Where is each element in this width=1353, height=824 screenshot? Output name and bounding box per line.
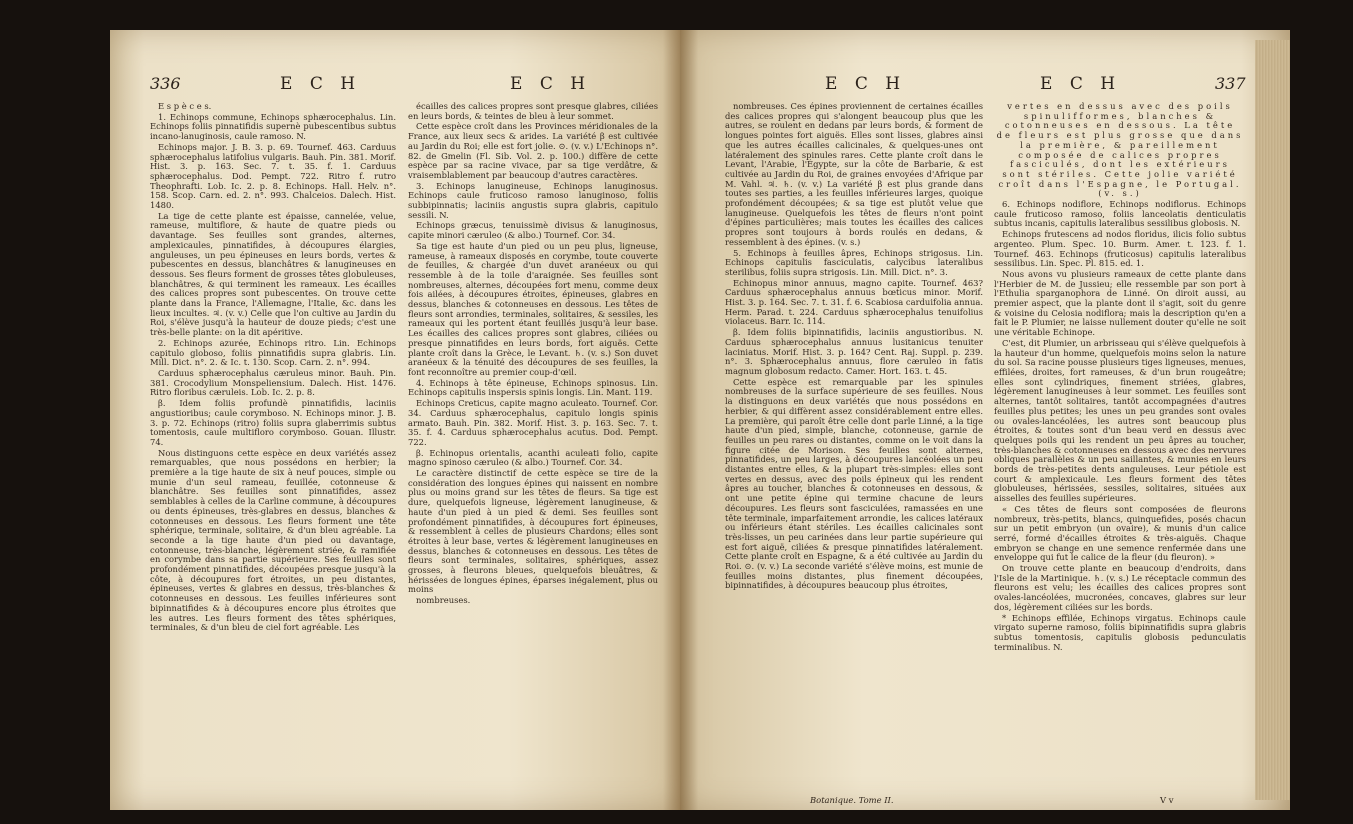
text-column <box>994 102 1246 792</box>
paragraph: β. Idem foliis profundè pinnatifidis, laciniis angustioribus; caule corymboso. N. Echinops minor. J. B. 3. p. 72. Echinops (ritro) foliis supra glaberrimis subtus tomentosis, caule multifloro corymboso. Gouan. Illustr. 74. <box>150 398 396 447</box>
page-edges <box>1255 40 1290 800</box>
paragraph: 2. Echinops azurée, Echinops ritro. Lin. Echinops capitulo globoso, foliis pinnatifidis supra glabris. Lin. Mill. Dict. n°. 2. & Ic. t. 130. Scop. Carn. 2. n°. 994. <box>150 337 396 368</box>
paragraph: vertes en dessus avec des poils spinulifformes, blanches & cotonneuses en dessous. La tête de fleurs est plus grosse que dans la première, & pareillement composée de calices propres fasciculés, dont les extérieurs sont stériles. Cette jolie variété croît dans l'Espagne, le Portugal. (v. s.) <box>996 102 1244 199</box>
running-header: E C H <box>1040 74 1122 94</box>
paragraph: Cette espèce est remarquable par les spinules nombreuses de la surface supérieure de ses feuilles. Nous la distinguons en deux variétés que nous possédons en herbier, & qui diffèrent assez considérablement entre elles. La première, qui paroît être celle dont parle Linné, a la tige haute d'un pied, simple, blanche, cotonneuse, garnie de feuilles un peu rares ou distantes, comme on le voit dans la figure citée de Morison. Ses feuilles sont alternes, pinnatifides, un peu larges, à découpures lancéolées un peu distantes entre elles, & la plupart très-simples: elles sont vertes en dessus, avec des poils épineux qui les rendent âpres au toucher, blanches & cotonneuses en dessous, & ont une petite épine qui termine chacune de leurs découpures. Les fleurs sont fasciculées, ramassées en une tête terminale, imparfaitement arrondie, les calices latéraux ou inférieurs étant stériles. Les écailles calicinales sont très-lisses, un peu carinées dans leur partie supérieure qui est fort aiguë, ciliées & presque pinnatifides latéralement. Cette plante croît en Espagne, & a été cultivée au Jardin du Roi. ⊙. (v. v.) La seconde variété s'élève moins, est munie de feuilles moins distantes, plus finement découpées, bipinnatifides, à découpures beaucoup plus étroites, <box>725 376 983 591</box>
running-header: E C H <box>510 74 592 94</box>
paragraph: Carduus sphærocephalus cæruleus minor. Bauh. Pin. 381. Crocodylium Monspeliensium. Dalech. Hist. 1476. Ritro floribus cæruleis. Lob. Ic. 2. p. 8. <box>150 367 396 398</box>
paragraph: nombreuses. Ces épines proviennent de certaines écailles des calices propres qui s'alongent beaucoup plus que les autres, se roulent en dedans par leurs bords, & forment de longues pointes fort aiguës. Elles sont lisses, glabres ainsi que les autres écailles calicinales, & quelques-unes ont latéralement des spinules rares. Cette plante croît dans le Levant, l'Arabie, l'Égypte, sur la côte de Barbarie, & est cultivée au Jardin du Roi, de graines envoyées d'Afrique par M. Vahl. ♃. ♄. (v. v.) La variété β est plus grande dans toutes ses parties, a les feuilles inférieures larges, quoique profondément découpées; & sa tige est plutôt velue que lanugineuse. Quelquefois les têtes de fleurs n'ont point d'épines particulières; mais toutes les écailles des calices propres sont toujours à bords roulés en dedans, & ressemblent à des épines. (v. s.) <box>725 102 983 247</box>
paragraph: écailles des calices propres sont presque glabres, ciliées en leurs bords, & teintes de bleu à leur sommet. <box>408 102 658 121</box>
right-page <box>680 30 1290 810</box>
paragraph: Echinopus minor annuus, magno capite. Tournef. 463? Carduus sphærocephalus annuus bœticus minor. Morif. Hist. 3. p. 164. Sec. 7. t. 31. f. 6. Scabiosa carduifolia annua. Herm. Parad. t. 224. Carduus sphærocephalus tenuifolius violaceus. Barr. Ic. 114. <box>725 277 983 327</box>
text-column <box>725 102 983 792</box>
paragraph: β. Echinopus orientalis, acanthi aculeati folio, capite magno spinoso cæruleo (& albo.) Tournef. Cor. 34. <box>408 447 658 468</box>
text-column <box>408 102 658 802</box>
signature-mark: V v <box>1160 795 1174 805</box>
running-header: E C H <box>825 74 907 94</box>
paragraph: 3. Echinops lanugineuse, Echinops lanuginosus. Echinops caule fruticoso ramoso lanuginoso, foliis subbipinnatis; laciniis angustis supra glabris, capitulo sessili. N. <box>408 180 658 220</box>
paragraph: « Ces têtes de fleurs sont composées de fleurons nombreux, très-petits, blancs, quinquefides, posés chacun sur un petit embryon (un ovaire), & munis d'un calice serré, formé d'écailles étroites & très-aiguës. Chaque embryon se change en une semence renfermée dans une enveloppe qui fut le calice de la fleur (du fleuron). » <box>994 503 1246 563</box>
paragraph: 5. Echinops à feuilles âpres, Echinops strigosus. Lin. Echinops capitulis fasciculatis, calycibus lateralibus sterilibus, foliis supra strigosis. Lin. Mill. Dict. n°. 3. <box>725 247 983 277</box>
paragraph: On trouve cette plante en beaucoup d'endroits, dans l'Isle de la Martinique. ♄. (v. s.) Le réceptacle commun des fleurons est velu; les écailles des calices propres sont ovales-lancéolées, mucronées, concaves, glabres sur leur dos, légèrement ciliées sur les bords. <box>994 563 1246 612</box>
paragraph: C'est, dit Plumier, un arbrisseau qui s'élève quelquefois à la hauteur d'un homme, quelquefois moins selon la nature du sol. Sa racine pousse plusieurs tiges ligneuses, menues, effilées, droites, fort rameuses, & d'un brun rougeâtre; elles sont cylindriques, finement striées, glabres, légèrement lanugineuses à leur sommet. Les feuilles sont alternes, tantôt solitaires, tantôt accompagnées d'autres feuilles plus petites; les unes un peu grandes sont ovales ou ovales-lancéolées, les autres sont beaucoup plus étroites, & toutes sont d'un beau verd en dessus avec quelques poils qui les rendent un peu âpres au toucher, très-blanches & cotonneuses en dessous avec des nervures obliques parallèles & un peu saillantes, & munies en leurs bords de très-petites dents anguleuses. Leur pétiole est court & amplexicaule. Les fleurs forment des têtes globuleuses, hérissées, sessiles, solitaires, situées aux aisselles des feuilles supérieures. <box>994 337 1246 504</box>
paragraph: Echinops Creticus, capite magno aculeato. Tournef. Cor. 34. Carduus sphærocephalus, capitulo longis spinis armato. Bauh. Pin. 382. Morif. Hist. 3. p. 163. Sec. 7. t. 35. f. 4. Carduus sphærocephalus acutus. Dod. Pempt. 722. <box>408 398 658 447</box>
paragraph: 4. Echinops à tête épineuse, Echinops spinosus. Lin. Echinops capitulis inspersis spinis longis. Lin. Mant. 119. <box>408 377 658 398</box>
page-number: 337 <box>1215 74 1246 93</box>
paragraph: La tige de cette plante est épaisse, cannelée, velue, rameuse, multiflore, & haute de quatre pieds ou davantage. Ses feuilles sont grandes, alternes, amplexicaules, pinnatifides, à découpures élargies, anguleuses, un peu épineuses en leurs bords, vertes & pubescentes en dessus, blanchâtres & lanugineuses en dessous. Ses fleurs forment de grosses têtes globuleuses, blanchâtres, & qui terminent les rameaux. Les écailles des calices propres sont pubescentes. On trouve cette plante dans la France, l'Allemagne, l'Italie, &c. dans les lieux incultes. ♃. (v. v.) Celle que l'on cultive au Jardin du Roi, s'élève jusqu'à la hauteur de douze pieds; c'est une très-belle plante: on la dit apéritive. <box>150 210 396 338</box>
open-book <box>110 30 1325 810</box>
paragraph: 1. Echinops commune, Echinops sphærocephalus. Lin. Echinops foliis pinnatifidis supernè pubescentibus subtus incano-lanuginosis, caule ramoso. N. <box>150 111 396 142</box>
paragraph: Nous avons vu plusieurs rameaux de cette plante dans l'Herbier de M. de Jussieu; elle ressemble par son port à l'Ethulia sparganophora de Linné. On diroit aussi, au premier aspect, que la plante dont il s'agit, soit du genre & voisine du Celosia nodiflora; mais la description qu'en a fait le P. Plumier, ne laisse nullement douter qu'elle ne soit une véritable Echinope. <box>994 268 1246 338</box>
paragraph: Le caractère distinctif de cette espèce se tire de la considération des longues épines qui naissent en nombre plus ou moins grand sur les têtes de fleurs. Sa tige est dure, quelquefois ligneuse, légèrement lanugineuse, & haute d'un pied à un pied & demi. Ses feuilles sont profondément pinnatifides, à découpures fort épineuses, & ressemblent à celles de plusieurs Chardons; elles sont étroites à leur base, vertes & légèrement lanugineuses en dessus, blanches & cotonneuses en dessous. Les têtes de fleurs sont terminales, solitaires, sphériques, assez grosses, à fleurons bleues, quelquefois bleuâtres, & hérissées de longues épines, éparses inégalement, plus ou moins <box>408 468 658 595</box>
page-number: 336 <box>150 74 181 93</box>
text-column <box>150 102 396 802</box>
paragraph: * Echinops effilée, Echinops virgatus. Echinops caule virgato superne ramoso, foliis bipinnatifidis supra glabris subtus tomentosis, capitulis globosis pedunculatis terminalibus. N. <box>994 612 1246 652</box>
paragraph: Echinops major. J. B. 3. p. 69. Tournef. 463. Carduus sphærocephalus latifolius vulgaris. Bauh. Pin. 381. Morif. Hist. 3. p. 163. Sec. 7. t. 35. f. 1. Carduus sphærocephalus. Dod. Pempt. 722. Ritro f. rutro Theophrafti. Lob. Ic. 2. p. 8. Echinops. Hall. Helv. n°. 158. Scop. Carn. ed. 2. n°. 993. Chalceios. Dalech. Hist. 1480. <box>150 141 396 211</box>
paragraph: 6. Echinops nodiflore, Echinops nodiflorus. Echinops caule fruticoso ramoso, foliis lanceolatis denticulatis subtus incanis, capitulis lateralibus sessilibus globosis. N. <box>994 199 1246 229</box>
running-header: E C H <box>280 74 362 94</box>
paragraph: E s p è c e s. <box>158 102 212 111</box>
paragraph: Echinops græcus, tenuissimè divisus & lanuginosus, capite minori cæruleo (& albo.) Tournef. Cor. 34. <box>408 220 658 241</box>
paragraph: β. Idem foliis bipinnatifidis, laciniis angustioribus. N. Carduus sphærocephalus annuus lusitanicus tenuiter laciniatus. Morif. Hist. 3. p. 164? Cent. Raj. Suppl. p. 239. n°. 3. Sphærocephalus annuus, flore cæruleo in fatis magnum globosum redacto. Camer. Hort. 163. t. 45. <box>725 327 983 376</box>
paragraph: Nous distinguons cette espèce en deux variétés assez remarquables, que nous possédons en herbier; la première a la tige haute de six à neuf pouces, simple ou munie d'un seul rameau, feuillée, cotonneuse & blanchâtre. Ses feuilles sont pinnatifides, assez semblables à celles de la Carline commune, à découpures ou dents épineuses, très-glabres en dessus, blanches & cotonneuses en dessous. Les fleurs forment une tête sphérique, terminale, solitaire, & d'un bleu agréable. La seconde a la tige haute d'un pied ou davantage, cotonneuse, très-blanche, légèrement striée, & ramifiée en corymbe dans sa partie supérieure. Ses feuilles sont profondément pinnatifides, découpées presque jusqu'à la côte, à découpures fort étroites, un peu distantes, épineuses, vertes & glabres en dessus, très-blanches & cotonneuses en dessous. Les feuilles inférieures sont bipinnatifides & à découpures encore plus étroites que les autres. Les fleurs forment des têtes sphériques, terminales, & d'un bleu de ciel fort agréable. Les <box>150 447 396 633</box>
left-page <box>110 30 680 810</box>
paragraph: Cette espèce croît dans les Provinces méridionales de la France, aux lieux secs & arides. La variété β est cultivée au Jardin du Roi; elle est fort jolie. ⊙. (v. v.) L'Echinops n°. 82. de Gmelin (Fl. Sib. Vol. 2. p. 100.) diffère de cette espèce par sa racine vivace, par sa tige verdâtre, & vraisemblablement par beaucoup d'autres caractères. <box>408 121 658 180</box>
signature-line: Botanique. Tome II. <box>810 795 894 805</box>
paragraph: Sa tige est haute d'un pied ou un peu plus, ligneuse, rameuse, à rameaux disposés en corymbe, toute couverte de feuilles, & chargée d'un duvet aranéeux ou qui ressemble à de la toile d'araignée. Ses feuilles sont nombreuses, alternes, découpées fort menu, comme deux fois ailées, à découpures étroites, épineuses, glabres en dessus, blanches & cotonneuses en dessous. Les têtes de fleurs sont arrondies, terminales, solitaires, & sessiles, les rameaux qui les portent étant feuillés jusqu'à leur base. Les écailles des calices propres sont glabres, ciliées ou presque pinnatifides en leurs bords, fort aiguës. Cette plante croît dans la Grèce, le Levant. ♄. (v. s.) Son duvet aranéeux & la ténuité des découpures de ses feuilles, la font reconnoître au premier coup-d'œil. <box>408 240 658 377</box>
paragraph: nombreuses. <box>416 595 471 606</box>
paragraph: Echinops frutescens ad nodos floridus, ilicis folio subtus argenteo. Plum. Spec. 10. Burm. Amer. t. 123. f. 1. Tournef. 463. Echinops (fruticosus) capitulis lateralibus sessilibus. Lin. Spec. Pl. 815. ed. 1. <box>994 229 1246 269</box>
